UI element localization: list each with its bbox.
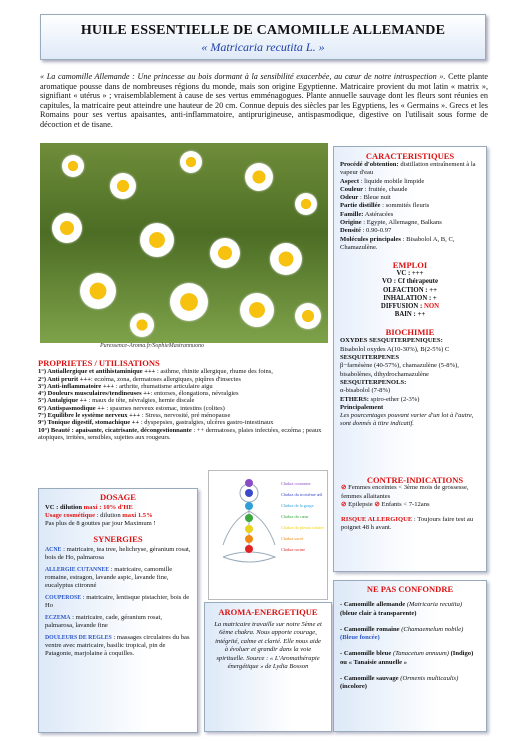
warning-icon: ⊘ — [341, 501, 347, 509]
char-row: Aspect : liquide mobile limpide — [340, 177, 425, 185]
synergy-item: ACNE : matricaire, tea tree, helichryse, géranium rosat, bois de Ho, palmarosa — [45, 546, 191, 561]
flower-icon — [52, 213, 82, 243]
dosage-vc: VC : dilution maxi : 10% d'HE — [45, 504, 133, 511]
flower-icon — [295, 193, 317, 215]
npc-item: - Camomille romaine (Chamaemelum nobile) (Bleue foncée) — [340, 625, 464, 642]
flower-icon — [110, 173, 136, 199]
chakra-dot — [245, 489, 253, 497]
chakra-label: Chakra de la gorge — [281, 503, 314, 508]
flower-icon — [245, 163, 273, 191]
dosage-heading: DOSAGE — [100, 492, 136, 502]
page-subtitle: « Matricaria recutita L. » — [201, 40, 325, 54]
chakra-dot — [245, 479, 253, 487]
char-row: Partie distillée : sommités fleuris — [340, 202, 430, 210]
intro-paragraph — [40, 72, 488, 130]
synergy-item: ECZEMA : matricaire, cade, géranium rosat, palmarosa, lavande fine — [45, 614, 162, 629]
emploi-line: VO : Cf thérapeute — [382, 278, 438, 286]
chakra-label: Chakra couronne — [281, 481, 311, 486]
chakra-label: Chakra racine — [281, 547, 305, 552]
synergy-item: ALLERGIE CUTANNEE : matricaire, camomille romaine, estragon, lavande aspic, lavande fine, eucalyptus citronné — [45, 566, 173, 589]
flower-icon — [170, 283, 208, 321]
chakra-label: Chakra du troisième œil — [281, 492, 323, 497]
properties-heading: PROPRIETES / UTILISATIONS — [38, 358, 160, 368]
contraindications-section — [341, 476, 489, 532]
flower-icon — [180, 151, 202, 173]
flower-icon — [62, 155, 84, 177]
flower-icon — [270, 243, 302, 275]
chakra-label: Chakra sacré — [281, 536, 304, 541]
aroma-text: La matricaire travaille sur notre 5ème et 6ème chakra. Nous apporte courage, intégrité, calme et clarté. Elle nous aide à évoluer et grandir dans la voie spirituelle. Source : « L'Aromathérapie énergétique » de Lydia Bosson — [214, 621, 322, 671]
npc-item: - Camomille sauvage (Ormenis multicaulis) (incolore) — [340, 675, 459, 691]
npc-item: - Camomille bleue (Tanacetum annuum) (Indigo) ou « Tanaisie annuelle » — [340, 650, 474, 666]
property-item: 1°) Antiallergique et antihistaminique +++ : asthme, rhinite allergique, rhume des foins, — [38, 368, 273, 376]
emploi-line: VC : +++ — [396, 270, 424, 278]
dosage-cosmetic: Usage cosmétique : dilution maxi 1.5% — [45, 512, 153, 519]
do-not-confuse-panel — [333, 580, 487, 732]
emploi-diffusion: DIFFUSION : NON — [380, 303, 440, 311]
emploi-line: OLFACTION : ++ — [382, 286, 438, 294]
chakra-figure — [208, 470, 328, 600]
biochimie-heading: BIOCHIMIE — [385, 327, 435, 338]
photo-caption: Puressence-Aroma.fr/SophieMastrannuono — [100, 343, 205, 349]
characteristics-heading: CARACTERISTIQUES — [365, 151, 455, 161]
char-row: Famille: Astéracées — [340, 210, 394, 218]
flower-icon — [295, 303, 321, 329]
contraindication-line: ⊘ Epilepsie ⊘ Enfants < 7-12ans — [341, 501, 430, 509]
flower-icon — [130, 313, 154, 337]
chakra-label: Chakra du cœur — [281, 514, 309, 519]
flower-icon — [210, 238, 240, 268]
chakra-labels — [281, 478, 324, 555]
chakra-dot — [245, 514, 253, 522]
synergy-item: COUPEROSE : matricaire, lentisque pistachier, bois de Ho — [45, 594, 190, 609]
property-item: 9°) Tonique digestif, stomachique ++ : dyspepsies, gastralgies, ulcères gastro-intestinaux — [38, 419, 274, 427]
emploi-line: BAIN : ++ — [394, 311, 426, 319]
allergy-risk: RISQUE ALLERGIQUE : Toujours faire test au poignet 48 h avant. — [341, 515, 474, 532]
char-row: Molécules principales : Bisabolol A, B, C, Chamazulène. — [340, 235, 455, 251]
property-item: 4°) Douleurs musculaires/tendineuses ++: entorses, élongations, névralgies — [38, 390, 239, 398]
intro-text: Cette plante aromatique pousse dans de nombreuses régions du monde, mais son origine Egyptienne. Matricaire provient du mot latin « matrix », signifiant « utérus » ; vraisemblablement à cause de ses vertus emménagogues. Plante annuelle sauvage dont les fleurs sont réunies en capitules, la matricaire peut atteindre une hauteur de 20 cm. Connue depuis des siècles par les Egyptiens, les « Germains ». Grecs et les Romains pour ses vertus apaisantes, anti-inflammatoire, antiprurigineuse, antispasmodique, digestive on l'utilisait sous forme de décoction et de tisane. — [40, 72, 488, 129]
chakra-dot — [245, 525, 253, 533]
npc-item: - Camomille allemande (Matricaria recutita) (bleue clair à transparente) — [340, 601, 463, 617]
char-row: Origine : Egypte, Allemagne, Balkans — [340, 219, 442, 227]
char-row: Couleur : fruitée, chaude — [340, 185, 408, 193]
property-item: 5°) Antalgique ++ : maux de tête, névralgies, hernie discale — [38, 397, 195, 405]
warning-icon: ⊘ — [341, 484, 347, 492]
chakra-label: Chakra du plexus solaire — [281, 525, 324, 530]
chakra-dot — [245, 535, 253, 543]
chakra-dot — [245, 545, 253, 553]
property-item: 6°) Antispasmodique ++ : spasmes nerveux estomac, intestins (colites) — [38, 404, 225, 412]
synergy-item: DOULEURS DE REGLES : massages circulaires du bas ventre avec matricaire, basilic tropical, pin de Patagonie, marjolaine à coquilles. — [45, 634, 190, 657]
flower-icon — [140, 223, 174, 257]
intro-quote: « La camomille Allemande : Une princesse au bois dormant à la sensibilité exacerbée, au cœur de notre introspection ». — [40, 72, 446, 81]
dosage-panel — [38, 488, 198, 733]
emploi-line: INHALATION : + — [383, 294, 437, 302]
property-item: 7°) Equilibre le système nerveux +++ : Stress, nervosité, pré ménopause — [38, 412, 231, 420]
char-row: Odeur : Bleue nuit — [340, 194, 391, 202]
aroma-heading: AROMA-ENERGETIQUE — [218, 607, 318, 617]
contraindications-heading: CONTRE-INDICATIONS — [366, 475, 464, 485]
emploi-heading: EMPLOI — [392, 260, 428, 271]
characteristics-list — [334, 161, 486, 252]
warning-icon: ⊘ — [374, 501, 380, 509]
dosage-note: Pas plus de 8 gouttes par jour Maximum ! — [45, 520, 156, 527]
char-row: Procédé d'obtention: distillation entraînement à la vapeur d'eau — [340, 161, 476, 177]
aroma-panel — [204, 602, 332, 732]
property-item: 2°) Anti prurit +++: eczéma, zona, dermatoses allergiques, piqûres d'insectes — [38, 375, 241, 383]
chamomile-photo — [40, 143, 328, 343]
flower-icon — [240, 293, 274, 327]
property-item: 10°) Beauté : apaisante, cicatrisante, décongestionnante : ++ dermatoses, plaies infectées, eczéma ; peaux atopiques, irritées, sensibles, sujettes aux rougeurs. — [38, 426, 322, 441]
contraindication-line: ⊘ Femmes enceintes < 3ème mois de grossesse, femmes allaitantes — [341, 484, 469, 500]
property-item: 3°) Anti-inflammatoire +++ : arthrite, rhumatisme articulaire aigu — [38, 382, 213, 390]
properties-section — [38, 360, 328, 441]
synergies-heading: SYNERGIES — [93, 534, 143, 544]
chakra-dot — [245, 502, 253, 510]
page-title: HUILE ESSENTIELLE DE CAMOMILLE ALLEMANDE — [80, 23, 446, 38]
flower-icon — [80, 273, 116, 309]
emploi-list — [334, 270, 486, 319]
char-row: Densité : 0.90-0.97 — [340, 227, 392, 235]
biochimie-list: OXYDES SESQUITERPENIQUES: Bisabolol oxydes A(10-30%), B(2-5%) C SESQUITERPENES β−farnésène (40-57%), chamazulène (5-8%), bisabolènes, dihydrochamazulène SESQUITERPENOLS: α-bisabolol (7-8%) ETHERS: spiro-ether (2-3%) Principalement Les pourcentages pouvant varier d'un lot à l'autre, sont donnés à titre indicatif. — [340, 337, 474, 428]
title-box — [40, 14, 486, 60]
npc-heading: NE PAS CONFONDRE — [366, 584, 454, 594]
